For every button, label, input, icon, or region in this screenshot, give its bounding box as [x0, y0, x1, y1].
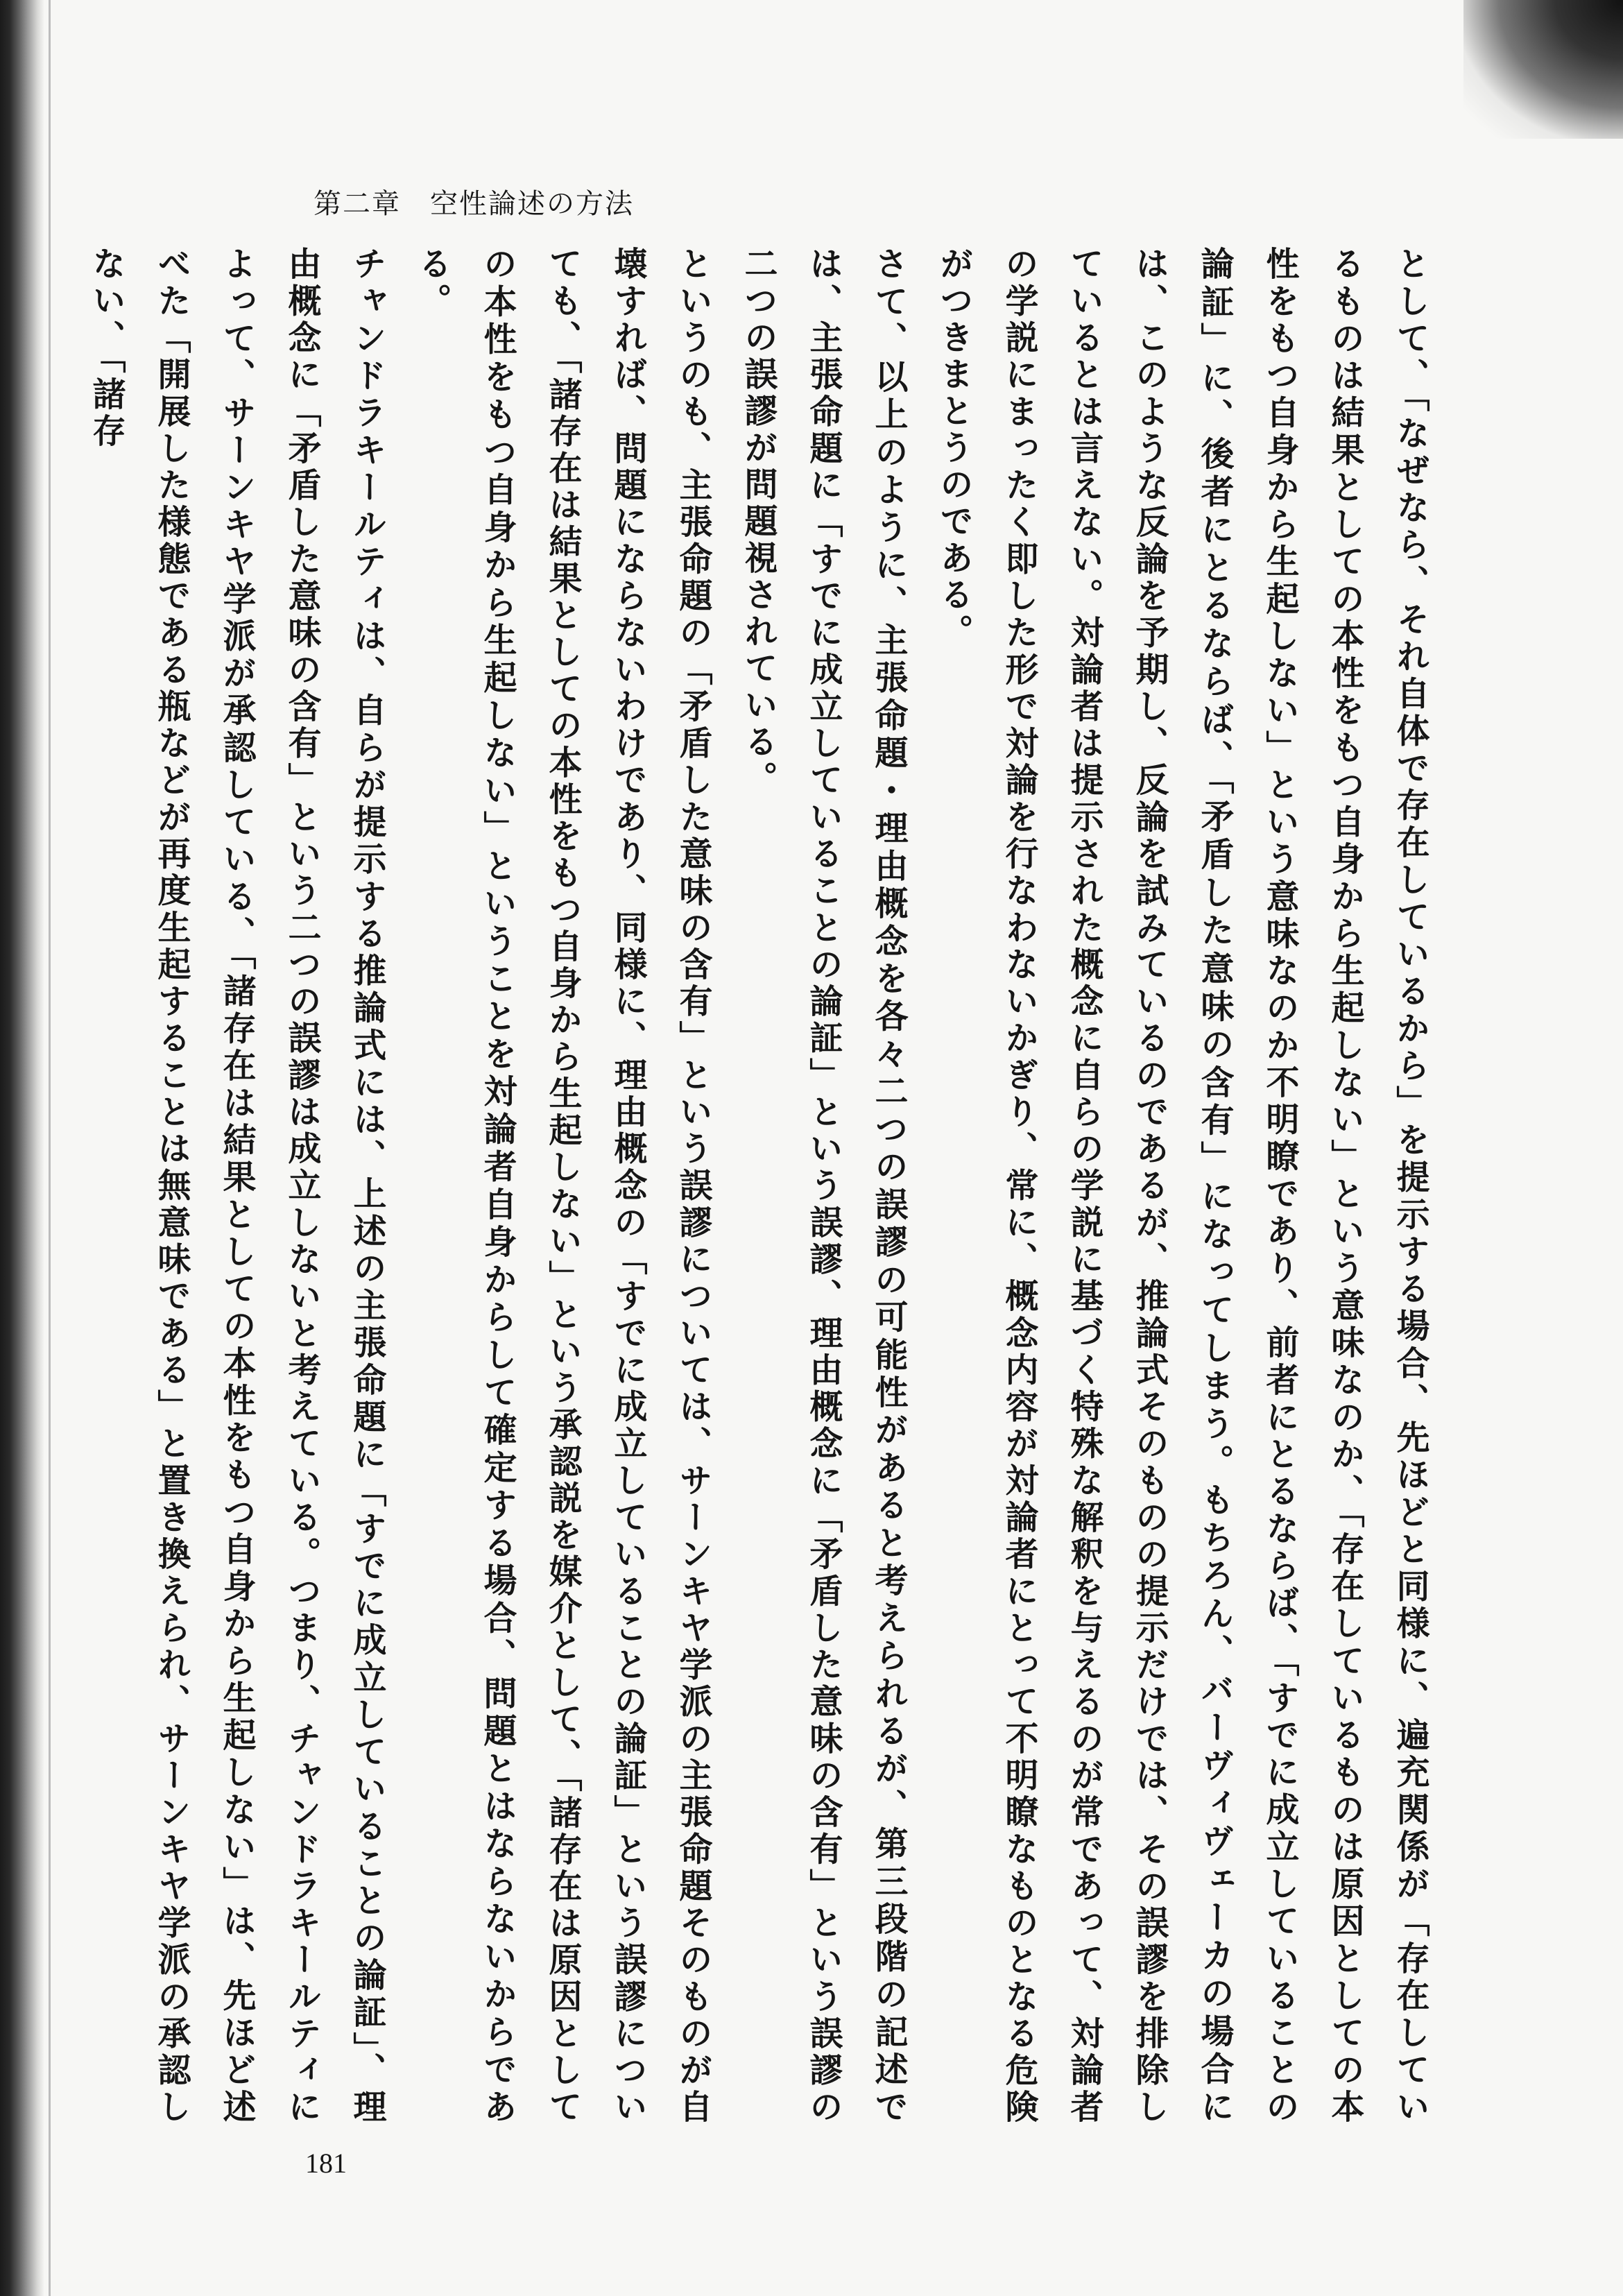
- paragraph-1: として、「なぜなら、それ自体で存在しているから」を提示する場合、先ほどと同様に、遍充関係が「存在しているものは結果としての本性をもつ自身から生起しない」という意味なのか、「存在しているものは原因としての本性をもつ自身から生起しない」という意味なのか不明瞭であり、前者にとるならば、「すでに成立していることの論証」に、後者にとるならば、「矛盾した意味の含有」になってしまう。もちろん、バーヴィヴェーカの場合には、このような反論を予期し、反論を試みているのであるが、推論式そのものの提示だけでは、その誤謬を排除しているとは言えない。対論者は提示された概念に自らの学説に基づく特殊な解釈を与えるのが常であって、対論者の学説にまったく即した形で対論を行なわないかぎり、常に、概念内容が対論者にとって不明瞭なものとなる危険がつきまとうのである。: [934, 246, 1429, 2127]
- binding-shadow: [0, 0, 44, 2296]
- running-head: 第二章 空性論述の方法: [314, 188, 634, 220]
- vertical-text-block: [87, 246, 1443, 2127]
- page-corner-shadow: [1463, 0, 1623, 139]
- binding-edge-line: [49, 0, 51, 2296]
- paragraph-4: チャンドラキールティは、自らが提示する推論式には、上述の主張命題に「すでに成立していることの論証」、理由概念に「矛盾した意味の含有」という二つの誤謬は成立しないと考えている。つまり、チャンドラキールティによって、サーンキヤ学派が承認している、「諸存在は結果としての本性をもつ自身から生起しない」は、先ほど述べた「開展した様態である瓶などが再度生起することは無意味である」と置き換えられ、サーンキヤ学派の承認しない、「諸存: [87, 246, 386, 2127]
- paragraph-3: というのも、主張命題の「矛盾した意味の含有」という誤謬については、サーンキヤ学派の主張命題そのものが自壊すれば、問題にならないわけであり、同様に、理由概念の「すでに成立していることの論証」という誤謬についても、「諸存在は結果としての本性をもつ自身から生起しない」という承認説を媒介として、「諸存在は原因としての本性をもつ自身から生起しない」ということを対論者自身からして確定する場合、問題とはならないからである。: [413, 246, 712, 2127]
- page-number: 181: [305, 2148, 347, 2179]
- paragraph-2: さて、以上のように、主張命題・理由概念を各々二つの誤謬の可能性があると考えられるが、第三段階の記述では、主張命題に「すでに成立していることの論証」という誤謬、理由概念に「矛盾した意味の含有」という誤謬の二つの誤謬が問題視されている。: [739, 246, 908, 2126]
